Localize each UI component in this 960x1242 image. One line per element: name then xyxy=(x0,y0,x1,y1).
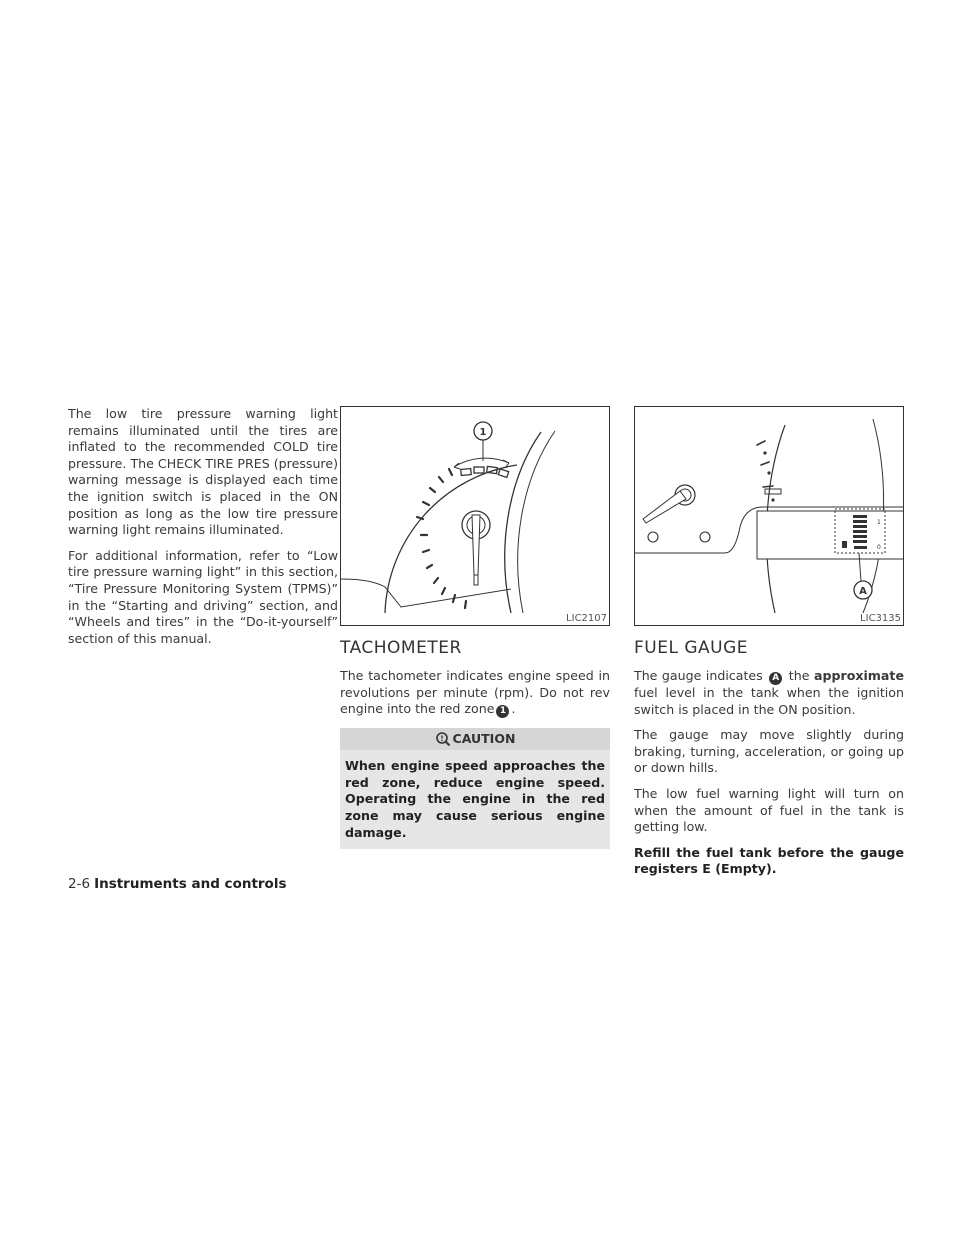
page-footer xyxy=(68,876,287,892)
tachometer-heading: TACHOMETER xyxy=(340,638,462,658)
section-title: Instruments and controls xyxy=(94,876,287,892)
fuel-gauge-paragraph-1: The gauge indicates A the approximate fuel level in the tank when the ignition switch is placed in the ON position. xyxy=(634,668,904,717)
full-mark: 1 xyxy=(877,519,881,526)
caution-box xyxy=(340,728,610,849)
fuel-gauge-heading: FUEL GAUGE xyxy=(634,638,748,658)
caution-header xyxy=(340,728,610,750)
fuel-gauge-callout: A xyxy=(859,586,867,597)
caution-label: CAUTION xyxy=(452,731,516,747)
fuel-gauge-illustration xyxy=(635,407,904,626)
fuel-gauge-figure-code: LIC3135 xyxy=(860,613,901,624)
fuel-gauge-paragraph-2: The gauge may move slightly during braking, turning, acceleration, or going up or down hills. xyxy=(634,727,904,776)
fuel-gauge-paragraph-4: Refill the fuel tank before the gauge registers E (Empty). xyxy=(634,844,904,877)
tachometer-column xyxy=(340,406,610,849)
fuel-gauge-paragraph-3: The low fuel warning light will turn on when the amount of fuel in the tank is getting low. xyxy=(634,785,904,835)
tpms-paragraph: The low tire pressure warning light remains illuminated until the tires are inflated to the recommended COLD tire pressure. The CHECK TIRE PRES (pressure) warning message is displayed each time the ignition switch is placed in the ON position as long as the low tire pressure warning light remains illuminated. xyxy=(68,406,338,538)
additional-info-paragraph: For additional information, refer to “Low tire pressure warning light” in this section, “Tire Pressure Monitoring System (TPMS)” in the “Starting and driving” section, and “Wheels and tires” in the “Do-it-yourself” section of this manual. xyxy=(68,547,338,646)
tachometer-illustration xyxy=(341,407,610,626)
fuel-gauge-marker-icon: A xyxy=(769,672,782,685)
left-column xyxy=(68,406,338,656)
red-zone-marker-icon: 1 xyxy=(496,705,509,718)
caution-icon xyxy=(435,732,451,746)
caution-text: When engine speed approaches the red zone, reduce engine speed. Operating the engine in the red zone may cause serious engine damage. xyxy=(345,758,605,840)
tachometer-callout: 1 xyxy=(479,427,487,438)
fuel-gauge-column xyxy=(634,406,904,887)
page-number: 2-6 xyxy=(68,876,91,892)
fuel-gauge-figure xyxy=(634,406,904,626)
empty-mark: 0 xyxy=(877,544,881,551)
tachometer-paragraph: The tachometer indicates engine speed in revolutions per minute (rpm). Do not rev engine into the red zone 1 . xyxy=(340,668,610,717)
tachometer-figure xyxy=(340,406,610,626)
tachometer-figure-code: LIC2107 xyxy=(566,613,607,624)
